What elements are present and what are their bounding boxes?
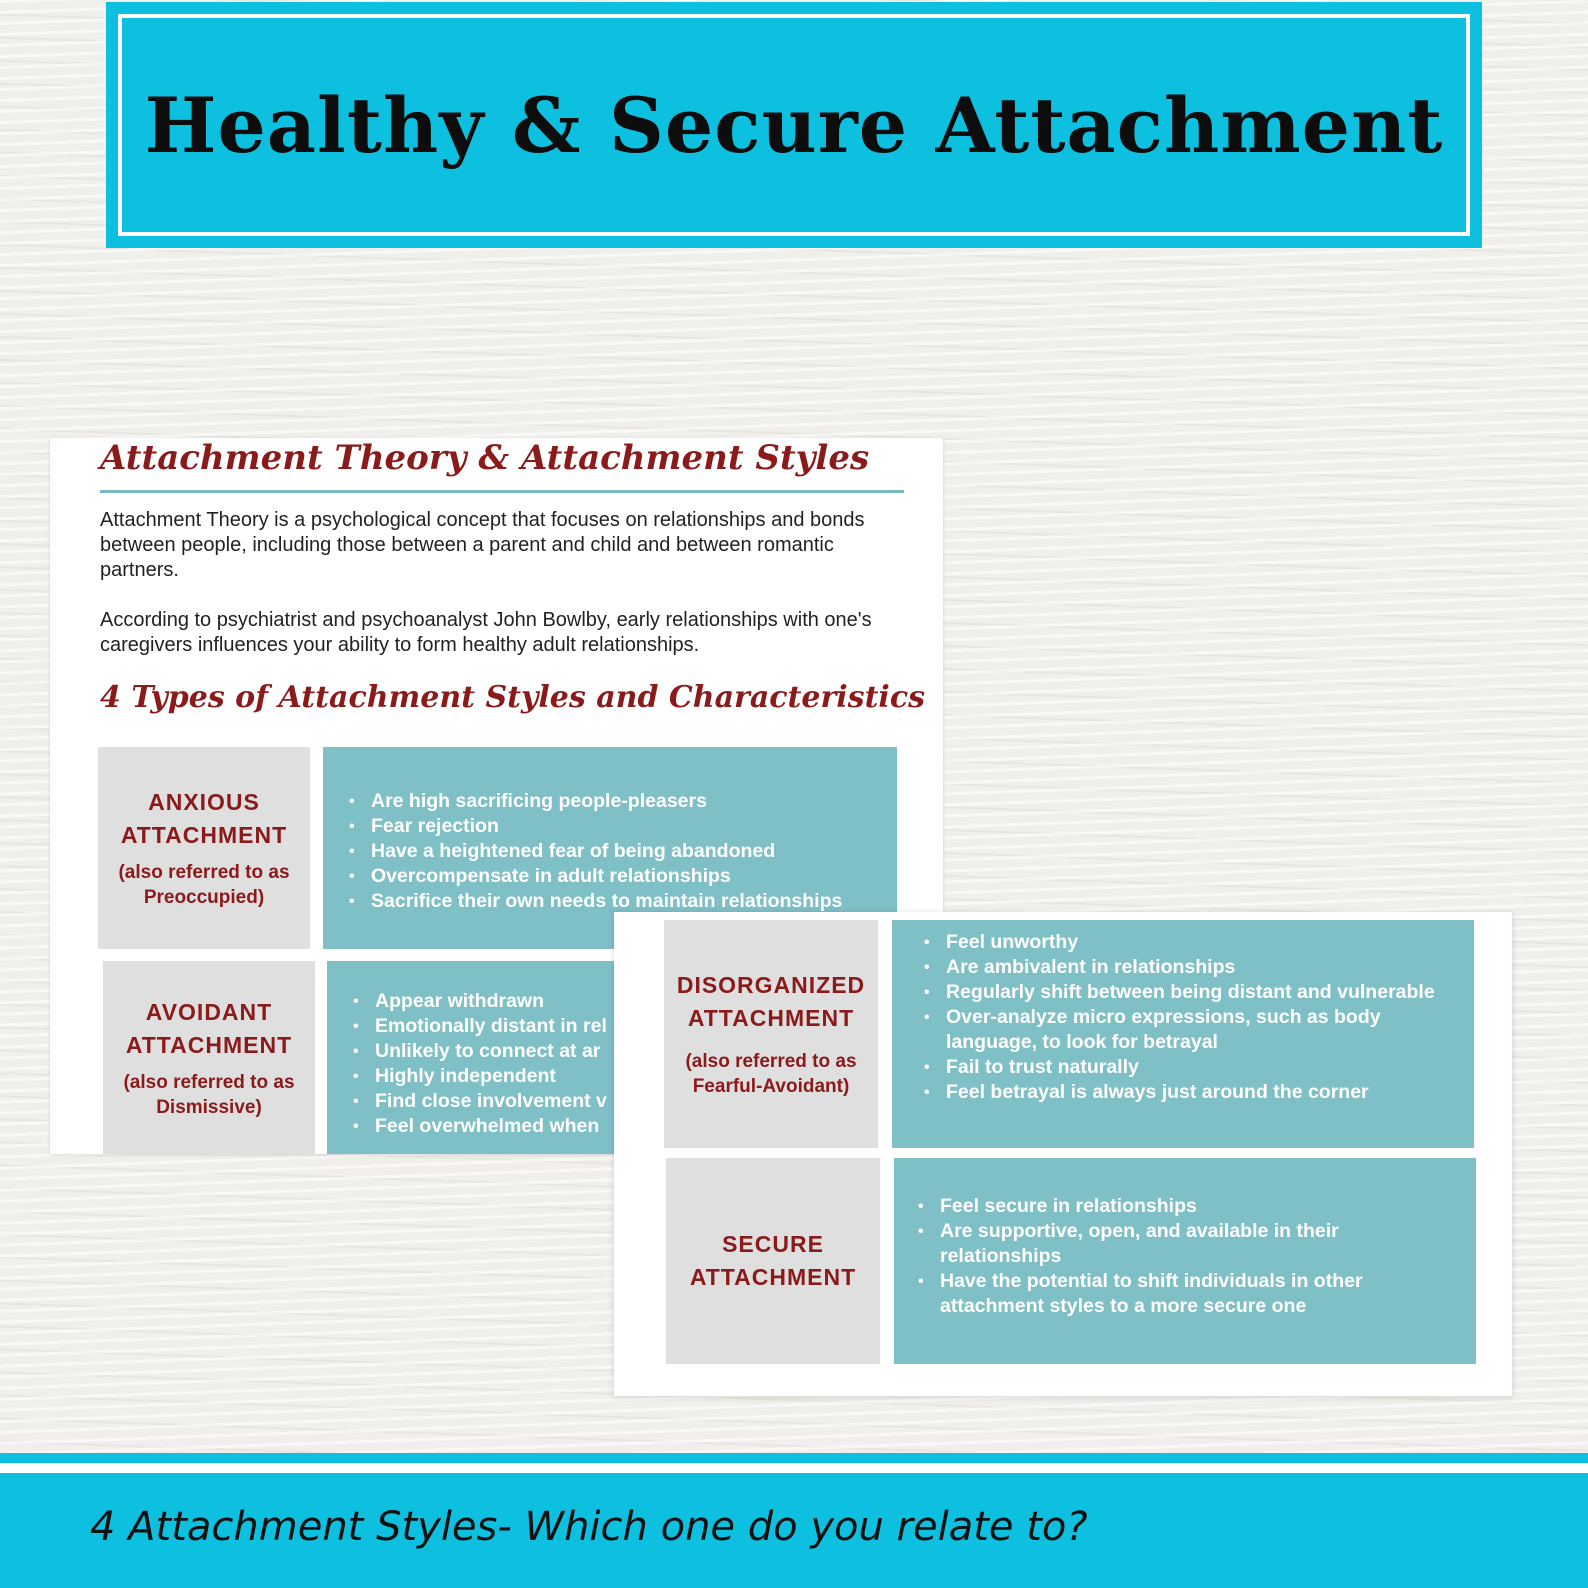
- list-item: • Feel secure in relationships: [918, 1194, 1436, 1219]
- list-item: • Feel overwhelmed when: [353, 1114, 901, 1139]
- list-item: • Have the potential to shift individuals in other attachment styles to a more secure one: [918, 1269, 1436, 1319]
- anxious-title-line2: ATTACHMENT: [120, 822, 288, 848]
- secure-traits-list: [918, 1194, 1436, 1319]
- list-item: • Unlikely to connect at ar: [353, 1039, 901, 1064]
- disorganized-title-line1: DISORGANIZED: [676, 972, 866, 998]
- secure-title-line1: SECURE: [722, 1231, 824, 1257]
- list-item: • Over-analyze micro expressions, such as body language, to look for betrayal: [924, 1005, 1454, 1055]
- disorganized-note: (also referred to as Fearful-Avoidant): [685, 1051, 857, 1097]
- disorganized-traits-box: [892, 920, 1474, 1148]
- secure-traits-box: [894, 1158, 1476, 1364]
- list-item: • Highly independent: [353, 1064, 901, 1089]
- list-item: • Have a heightened fear of being abandoned: [349, 839, 897, 864]
- title-banner: [106, 2, 1482, 248]
- list-item: • Emotionally distant in rel: [353, 1014, 901, 1039]
- anxious-label-box: [98, 747, 310, 949]
- list-item: • Are ambivalent in relationships: [924, 955, 1454, 980]
- disorganized-traits-list: [924, 930, 1454, 1105]
- disorganized-title-line2: ATTACHMENT: [687, 1005, 855, 1031]
- secure-title-line2: ATTACHMENT: [689, 1264, 857, 1290]
- list-item: • Fail to trust naturally: [924, 1055, 1454, 1080]
- disorganized-label-box: [664, 920, 878, 1148]
- footer-caption: 4 Attachment Styles- Which one do you relate to?: [90, 1503, 1088, 1550]
- document-heading: Attachment Theory & Attachment Styles: [100, 438, 870, 478]
- list-item: • Feel unworthy: [924, 930, 1454, 955]
- list-item: • Find close involvement v: [353, 1089, 901, 1114]
- avoidant-title-line1: AVOIDANT: [145, 998, 273, 1025]
- list-item: • Overcompensate in adult relationships: [349, 864, 897, 889]
- avoidant-note: (also referred to as Dismissive): [123, 1071, 295, 1118]
- secure-label-box: [666, 1158, 880, 1364]
- anxious-note: (also referred to as Preoccupied): [118, 862, 290, 908]
- list-item: • Are high sacrificing people-pleasers: [349, 789, 897, 814]
- intro-paragraph: Attachment Theory is a psychological concept that focuses on relationships and bonds between people, including those between a parent and child and between romantic partners.: [100, 509, 865, 581]
- footer-white-line: [0, 1463, 1588, 1473]
- types-subheading: 4 Types of Attachment Styles and Characteristics: [100, 680, 925, 715]
- bowlby-paragraph: According to psychiatrist and psychoanalyst John Bowlby, early relationships with one's caregivers influences your ability to form healthy adult relationships.: [100, 609, 872, 656]
- avoidant-title-line2: ATTACHMENT: [125, 1031, 293, 1058]
- page-title: Healthy & Secure Attachment: [144, 80, 1444, 170]
- anxious-title-line1: ANXIOUS: [148, 789, 260, 815]
- avoidant-label-box: [103, 961, 315, 1154]
- list-item: • Sacrifice their own needs to maintain relationships: [349, 889, 897, 914]
- title-frame: [118, 14, 1470, 236]
- list-item: • Are supportive, open, and available in their relationships: [918, 1219, 1436, 1269]
- footer-accent-line: [0, 1453, 1588, 1463]
- footer-band: [0, 1473, 1588, 1588]
- list-item: • Regularly shift between being distant and vulnerable: [924, 980, 1454, 1005]
- document-page-front: [614, 912, 1512, 1396]
- list-item: • Appear withdrawn: [353, 989, 901, 1014]
- list-item: • Feel betrayal is always just around the corner: [924, 1080, 1454, 1105]
- list-item: • Fear rejection: [349, 814, 897, 839]
- heading-divider: [100, 490, 904, 493]
- anxious-traits-list: [349, 789, 897, 914]
